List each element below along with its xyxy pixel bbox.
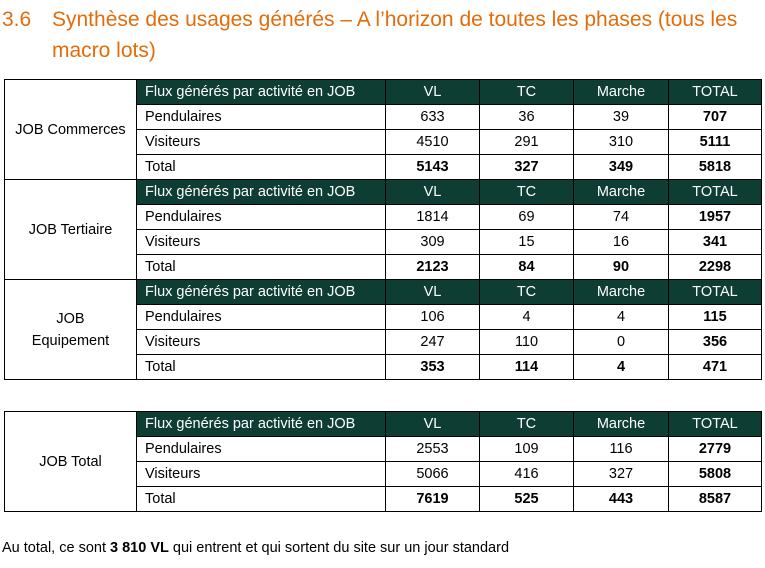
table-cell: 327 bbox=[574, 462, 669, 487]
row-label: Total bbox=[137, 255, 386, 280]
header-cell: Marche bbox=[574, 280, 669, 305]
table-cell: 8587 bbox=[669, 487, 762, 512]
table-cell: 1814 bbox=[386, 205, 480, 230]
group-label: JOB Commerces bbox=[5, 80, 137, 180]
header-cell: VL bbox=[386, 80, 480, 105]
summary-note-after: qui entrent et qui sortent du site sur un jour standard bbox=[168, 540, 510, 556]
table-cell: 15 bbox=[480, 230, 574, 255]
table-header-row bbox=[5, 412, 762, 437]
table-cell: 5818 bbox=[669, 155, 762, 180]
table-cell: 349 bbox=[574, 155, 669, 180]
table-cell: 115 bbox=[669, 305, 762, 330]
table-cell: 116 bbox=[574, 437, 669, 462]
table-cell: 110 bbox=[480, 330, 574, 355]
header-cell: TOTAL bbox=[669, 80, 762, 105]
header-cell: TOTAL bbox=[669, 180, 762, 205]
table-cell: 525 bbox=[480, 487, 574, 512]
header-cell: Marche bbox=[574, 80, 669, 105]
table-cell: 5066 bbox=[386, 462, 480, 487]
table-cell: 2553 bbox=[386, 437, 480, 462]
table-cell: 327 bbox=[480, 155, 574, 180]
table-cell: 74 bbox=[574, 205, 669, 230]
header-cell: VL bbox=[386, 180, 480, 205]
header-cell: TC bbox=[480, 80, 574, 105]
section-title: Synthèse des usages générés – A l’horizon de toutes les phases (tous les macro lots) bbox=[52, 8, 738, 62]
table-cell: 84 bbox=[480, 255, 574, 280]
table-cell: 291 bbox=[480, 130, 574, 155]
row-label: Total bbox=[137, 355, 386, 380]
table-cell: 16 bbox=[574, 230, 669, 255]
summary-note-before: Au total, ce sont bbox=[2, 540, 111, 556]
row-label: Visiteurs bbox=[137, 230, 386, 255]
table-cell: 4 bbox=[574, 305, 669, 330]
table-cell: 0 bbox=[574, 330, 669, 355]
header-cell: Flux générés par activité en JOB bbox=[137, 180, 386, 205]
table-cell: 443 bbox=[574, 487, 669, 512]
row-label: Pendulaires bbox=[137, 437, 386, 462]
header-cell: TC bbox=[480, 412, 574, 437]
row-label: Pendulaires bbox=[137, 105, 386, 130]
table-cell: 5808 bbox=[669, 462, 762, 487]
table-cell: 2123 bbox=[386, 255, 480, 280]
row-label: Visiteurs bbox=[137, 462, 386, 487]
header-cell: TOTAL bbox=[669, 412, 762, 437]
table-header-row bbox=[5, 80, 762, 105]
table-cell: 7619 bbox=[386, 487, 480, 512]
summary-note-highlight: 3 810 VL bbox=[110, 540, 169, 556]
table-cell: 4 bbox=[574, 355, 669, 380]
table-header-row bbox=[5, 280, 762, 305]
header-cell: Marche bbox=[574, 180, 669, 205]
header-cell: VL bbox=[386, 280, 480, 305]
table-cell: 707 bbox=[669, 105, 762, 130]
table-cell: 106 bbox=[386, 305, 480, 330]
row-label: Pendulaires bbox=[137, 205, 386, 230]
table-cell: 247 bbox=[386, 330, 480, 355]
usage-table-total bbox=[4, 411, 762, 512]
header-cell: Flux générés par activité en JOB bbox=[137, 280, 386, 305]
header-cell: TC bbox=[480, 180, 574, 205]
row-label: Visiteurs bbox=[137, 330, 386, 355]
group-label: JOB Equipement bbox=[5, 280, 137, 380]
table-cell: 341 bbox=[669, 230, 762, 255]
group-label: JOB Tertiaire bbox=[5, 180, 137, 280]
row-label: Total bbox=[137, 155, 386, 180]
header-cell: Marche bbox=[574, 412, 669, 437]
table-cell: 114 bbox=[480, 355, 574, 380]
table-cell: 4 bbox=[480, 305, 574, 330]
header-cell: Flux générés par activité en JOB bbox=[137, 412, 386, 437]
header-cell: TOTAL bbox=[669, 280, 762, 305]
table-cell: 353 bbox=[386, 355, 480, 380]
table-cell: 109 bbox=[480, 437, 574, 462]
header-cell: Flux générés par activité en JOB bbox=[137, 80, 386, 105]
table-cell: 356 bbox=[669, 330, 762, 355]
table-header-row bbox=[5, 180, 762, 205]
table-cell: 36 bbox=[480, 105, 574, 130]
header-cell: VL bbox=[386, 412, 480, 437]
usage-table-main bbox=[4, 79, 762, 380]
table-cell: 416 bbox=[480, 462, 574, 487]
header-cell: TC bbox=[480, 280, 574, 305]
table-cell: 633 bbox=[386, 105, 480, 130]
table-cell: 4510 bbox=[386, 130, 480, 155]
table-cell: 90 bbox=[574, 255, 669, 280]
table-cell: 2779 bbox=[669, 437, 762, 462]
table-cell: 309 bbox=[386, 230, 480, 255]
table-cell: 5143 bbox=[386, 155, 480, 180]
section-number: 3.6 bbox=[2, 8, 32, 31]
row-label: Pendulaires bbox=[137, 305, 386, 330]
row-label: Total bbox=[137, 487, 386, 512]
table-cell: 1957 bbox=[669, 205, 762, 230]
table-cell: 2298 bbox=[669, 255, 762, 280]
table-cell: 69 bbox=[480, 205, 574, 230]
table-cell: 5111 bbox=[669, 130, 762, 155]
table-cell: 310 bbox=[574, 130, 669, 155]
row-label: Visiteurs bbox=[137, 130, 386, 155]
table-cell: 471 bbox=[669, 355, 762, 380]
group-label: JOB Total bbox=[5, 412, 137, 512]
summary-note bbox=[2, 540, 509, 556]
table-cell: 39 bbox=[574, 105, 669, 130]
